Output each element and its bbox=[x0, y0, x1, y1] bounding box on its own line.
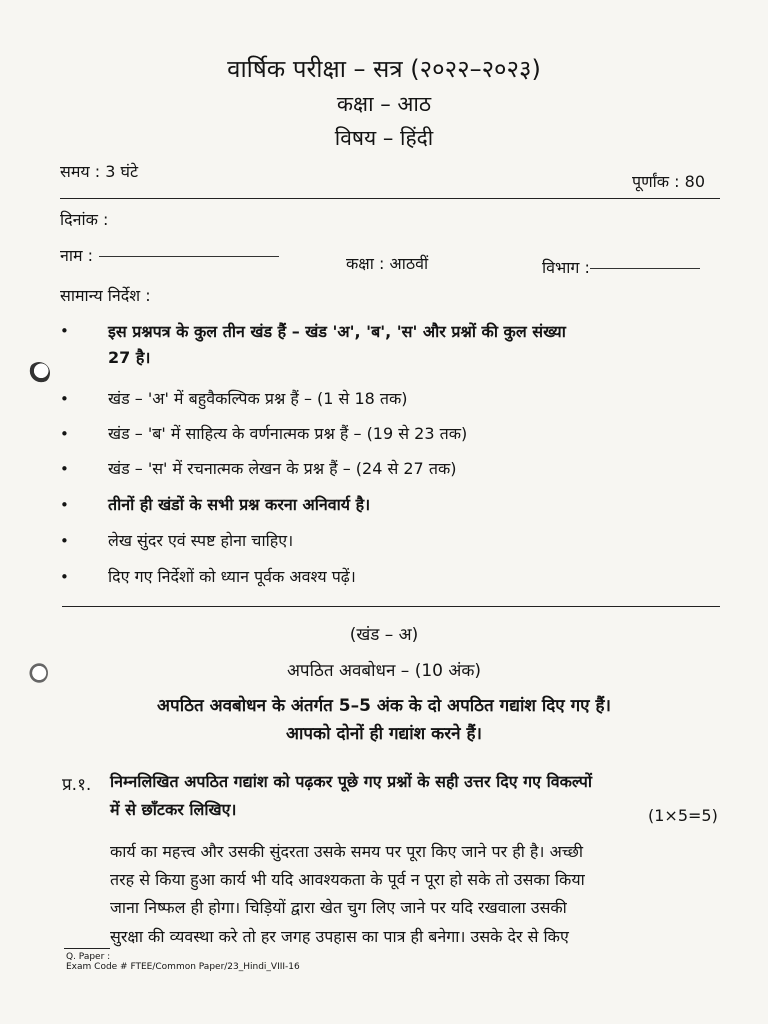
question-text-line-2: में से छाँटकर लिखिए। bbox=[110, 800, 237, 819]
section-divider bbox=[62, 606, 720, 607]
bullet-icon: • bbox=[60, 390, 69, 408]
time-allowed: समय : 3 घंटे bbox=[60, 162, 139, 181]
subject-heading: विषय – हिंदी bbox=[334, 126, 434, 150]
passage-line: जाना निष्फल ही होगा। चिड़ियों द्वारा खेत चुग लिए जाने पर यदि रखवाला उसकी bbox=[110, 898, 567, 917]
name-blank bbox=[99, 256, 279, 257]
header-divider bbox=[60, 198, 720, 199]
section-heading: (खंड – अ) bbox=[349, 625, 419, 645]
instruction-item: इस प्रश्नपत्र के कुल तीन खंड हैं – खंड 'अ', 'ब', 'स' और प्रश्नों की कुल संख्या bbox=[108, 322, 566, 341]
section-note-line-1: अपठित अवबोधन के अंतर्गत 5–5 अंक के दो अपठित गद्यांश दिए गए हैं। bbox=[157, 696, 611, 716]
instruction-item: खंड – 'स' में रचनात्मक लेखन के प्रश्न हैं – (24 से 27 तक) bbox=[108, 459, 457, 478]
instruction-item: दिए गए निर्देशों को ध्यान पूर्वक अवश्य पढ़ें। bbox=[108, 567, 356, 586]
max-marks: पूर्णांक : 80 bbox=[632, 172, 706, 191]
instruction-item-continued: 27 है। bbox=[108, 348, 151, 367]
section-note-line-2: आपको दोनों ही गद्यांश करने हैं। bbox=[286, 724, 482, 744]
name-label: नाम : bbox=[60, 246, 94, 265]
class-label: कक्षा : आठवीं bbox=[346, 254, 429, 273]
bullet-icon: • bbox=[60, 425, 69, 443]
division-label: विभाग : bbox=[542, 258, 590, 277]
bullet-icon: • bbox=[60, 568, 69, 586]
footer-rule bbox=[64, 948, 110, 949]
footer-exam-code: Exam Code # FTEE/Common Paper/23_Hindi_VIII-16 bbox=[66, 962, 300, 972]
instruction-item: खंड – 'अ' में बहुवैकल्पिक प्रश्न हैं – (1 से 18 तक) bbox=[108, 389, 408, 408]
exam-title: वार्षिक परीक्षा – सत्र (२०२२–२०२३) bbox=[227, 55, 541, 83]
footer-paper-label: Q. Paper : bbox=[66, 952, 111, 962]
bullet-icon: • bbox=[60, 532, 69, 550]
passage-line: कार्य का महत्त्व और उसकी सुंदरता उसके समय पर पूरा किए जाने पर ही है। अच्छी bbox=[110, 842, 584, 861]
class-heading: कक्षा – आठ bbox=[336, 92, 432, 116]
date-label: दिनांक : bbox=[60, 210, 109, 229]
instruction-item: तीनों ही खंडों के सभी प्रश्न करना अनिवार्य है। bbox=[108, 495, 371, 514]
question-marks: (1×5=5) bbox=[648, 806, 718, 825]
bullet-icon: • bbox=[60, 460, 69, 478]
name-field bbox=[60, 244, 279, 266]
bullet-icon: • bbox=[60, 496, 69, 514]
section-subheading: अपठित अवबोधन – (10 अंक) bbox=[286, 661, 482, 681]
instruction-item: खंड – 'ब' में साहित्य के वर्णनात्मक प्रश्न हैं – (19 से 23 तक) bbox=[108, 424, 468, 443]
division-field bbox=[542, 256, 700, 278]
division-blank bbox=[590, 268, 700, 269]
passage-line: तरह से किया हुआ कार्य भी यदि आवश्यकता के पूर्व न पूरा हो सके तो उसका किया bbox=[110, 870, 585, 889]
instructions-heading: सामान्य निर्देश : bbox=[60, 286, 151, 305]
punch-hole-icon bbox=[26, 662, 48, 684]
punch-hole-icon bbox=[28, 362, 50, 384]
instruction-item: लेख सुंदर एवं स्पष्ट होना चाहिए। bbox=[108, 531, 294, 550]
question-number: प्र.१. bbox=[62, 775, 92, 795]
passage-line: सुरक्षा की व्यवस्था करे तो हर जगह उपहास का पात्र ही बनेगा। उसके देर से किए bbox=[110, 927, 569, 946]
bullet-icon: • bbox=[60, 322, 69, 340]
question-text-line-1: निम्नलिखित अपठित गद्यांश को पढ़कर पूछे गए प्रश्नों के सही उत्तर दिए गए विकल्पों bbox=[110, 772, 592, 791]
